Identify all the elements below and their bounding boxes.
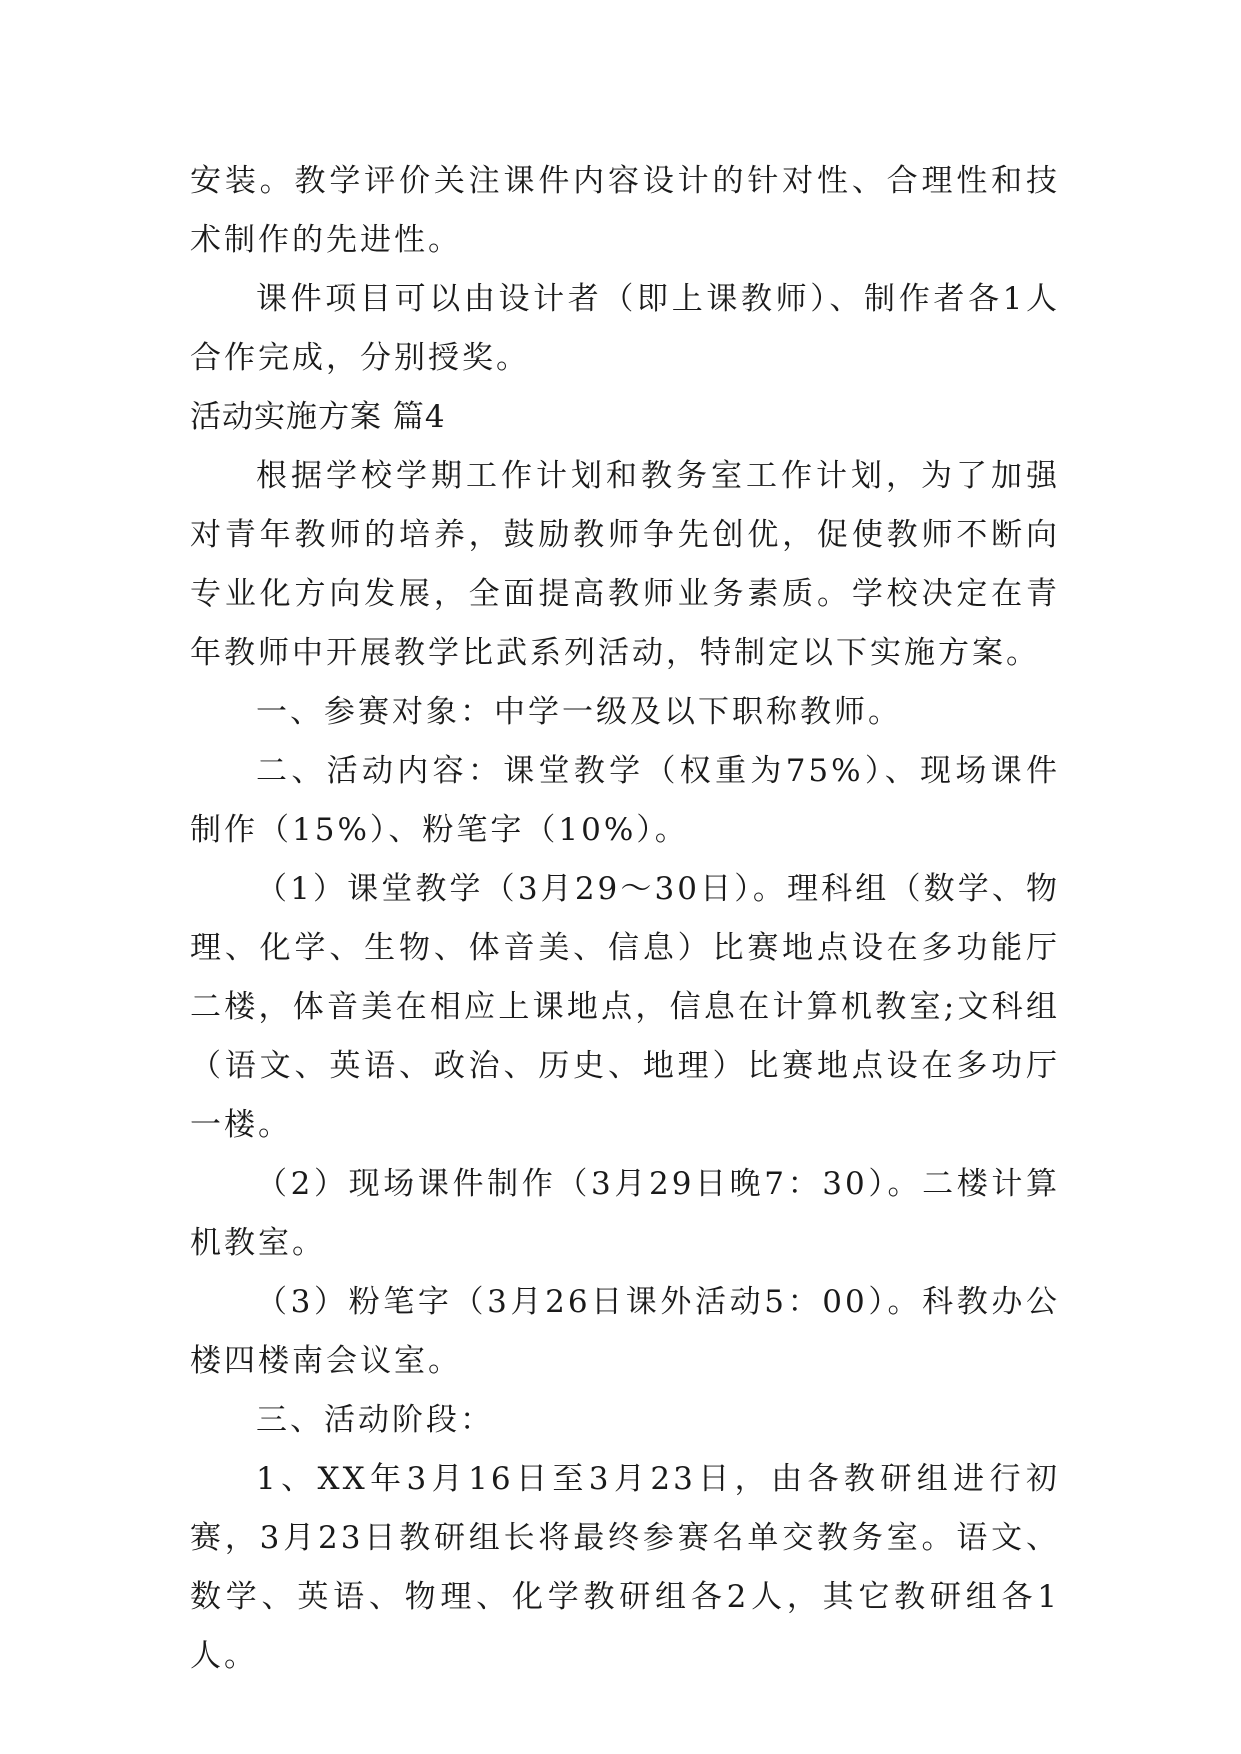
paragraph-activity-stages: 三、活动阶段： [256,1402,494,1438]
paragraph-stage-one: 1、XX年3月16日至3月23日，由各教研组进行初赛，3月23日教研组长将最终参赛名单交教务室。语文、数学、英语、物理、化学教研组各2人，其它教研组各1人。 [190,1461,1060,1674]
document-body [190,152,1060,1686]
paragraph-activity-content: 二、活动内容：课堂教学（权重为75%）、现场课件制作（15%）、粉笔字（10%）。 [190,753,1060,848]
paragraph-classroom-teaching: （1）课堂教学（3月29～30日）。理科组（数学、物理、化学、生物、体音美、信息）比赛地点设在多功能厅二楼，体音美在相应上课地点，信息在计算机教室;文科组（语文、英语、政治、历史、地理）比赛地点设在多功厅一楼。 [190,871,1060,1143]
paragraph-courseware-making: （2）现场课件制作（3月29日晚7：30）。二楼计算机教室。 [190,1166,1060,1261]
paragraph-courseware-project: 课件项目可以由设计者（即上课教师）、制作者各1人合作完成，分别授奖。 [190,281,1060,376]
paragraph-introduction: 根据学校学期工作计划和教务室工作计划，为了加强对青年教师的培养，鼓励教师争先创优，促使教师不断向专业化方向发展，全面提高教师业务素质。学校决定在青年教师中开展教学比武系列活动，特制定以下实施方案。 [190,458,1060,671]
paragraph-evaluation: 安装。教学评价关注课件内容设计的针对性、合理性和技术制作的先进性。 [190,163,1060,258]
section-heading: 活动实施方案 篇4 [190,399,446,435]
paragraph-participants: 一、参赛对象：中学一级及以下职称教师。 [256,694,902,730]
paragraph-chalk-writing: （3）粉笔字（3月26日课外活动5：00）。科教办公楼四楼南会议室。 [190,1284,1060,1379]
